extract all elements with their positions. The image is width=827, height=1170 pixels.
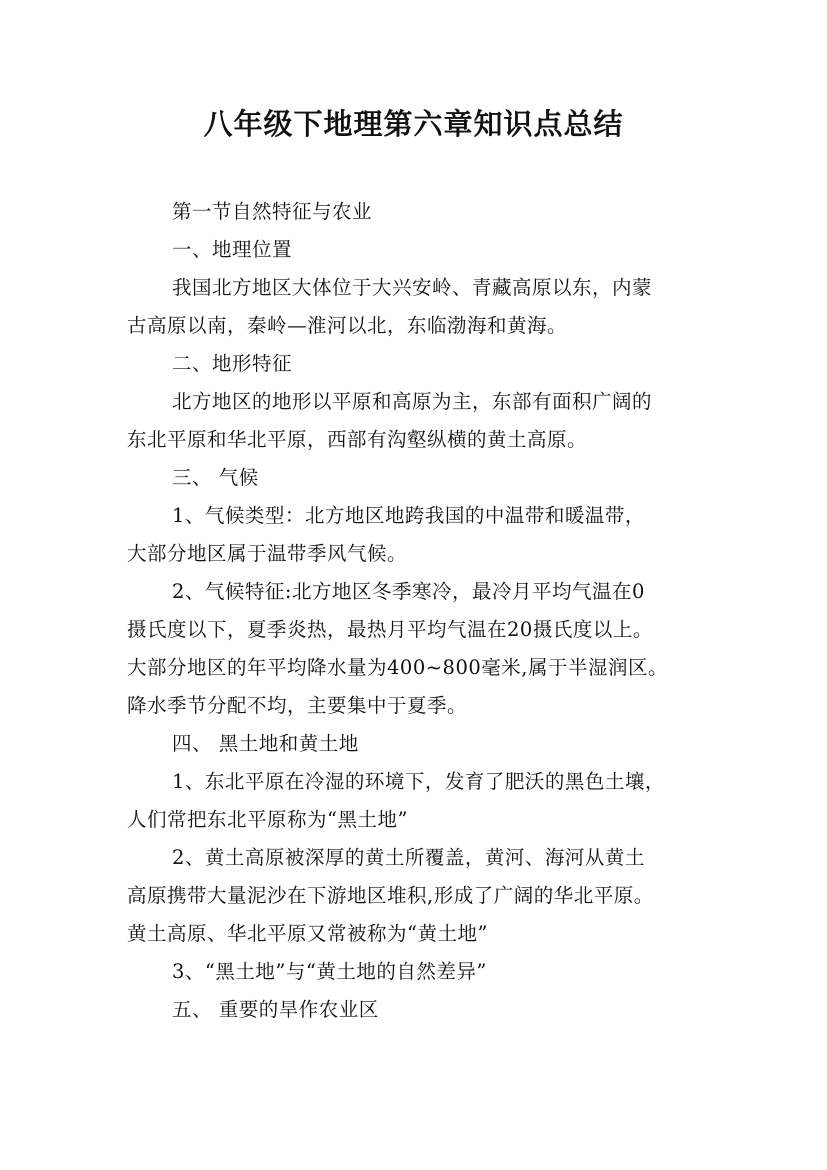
text-line: 我国北方地区大体位于大兴安岭、青藏高原以东，内蒙 — [172, 276, 653, 299]
text-line: 第一节自然特征与农业 — [172, 200, 373, 223]
text-line: 古高原以南，秦岭—淮河以北，东临渤海和黄海。 — [127, 314, 568, 337]
text-line: 3、“黑土地”与“黄土地的自然差异” — [172, 960, 487, 983]
text-line: 二、地形特征 — [172, 352, 293, 375]
text-line: 三、 气候 — [172, 466, 259, 489]
text-line: 四、 黑土地和黄土地 — [172, 732, 359, 755]
text-line: 人们常把东北平原称为“黑土地” — [127, 808, 408, 831]
text-line: 摄氏度以下，夏季炎热，最热月平均气温在20摄氏度以上。 — [127, 618, 653, 641]
text-line: 1、气候类型：北方地区地跨我国的中温带和暖温带， — [172, 504, 645, 527]
text-line: 东北平原和华北平原，西部有沟壑纵横的黄土高原。 — [127, 428, 588, 451]
text-line: 北方地区的地形以平原和高原为主，东部有面积广阔的 — [172, 390, 653, 413]
text-line: 黄土高原、华北平原又常被称为“黄土地” — [127, 922, 488, 945]
text-line: 一、地理位置 — [172, 238, 293, 261]
text-line: 大部分地区属于温带季风气候。 — [127, 542, 408, 565]
text-line: 五、 重要的旱作农业区 — [172, 998, 379, 1021]
text-line: 2、气候特征:北方地区冬季寒冷，最冷月平均气温在0 — [172, 580, 645, 603]
text-line: 2、黄土高原被深厚的黄土所覆盖，黄河、海河从黄土 — [172, 846, 645, 869]
document-title: 八年级下地理第六章知识点总结 — [203, 107, 624, 141]
document-body — [127, 193, 710, 1029]
text-line: 1、东北平原在冷湿的环境下，发育了肥沃的黑色土壤， — [172, 770, 665, 793]
text-line: 降水季节分配不均，主要集中于夏季。 — [127, 694, 468, 717]
text-line: 高原携带大量泥沙在下游地区堆积,形成了广阔的华北平原。 — [127, 884, 654, 907]
text-line: 大部分地区的年平均降水量为400~800毫米,属于半湿润区。 — [127, 656, 668, 679]
